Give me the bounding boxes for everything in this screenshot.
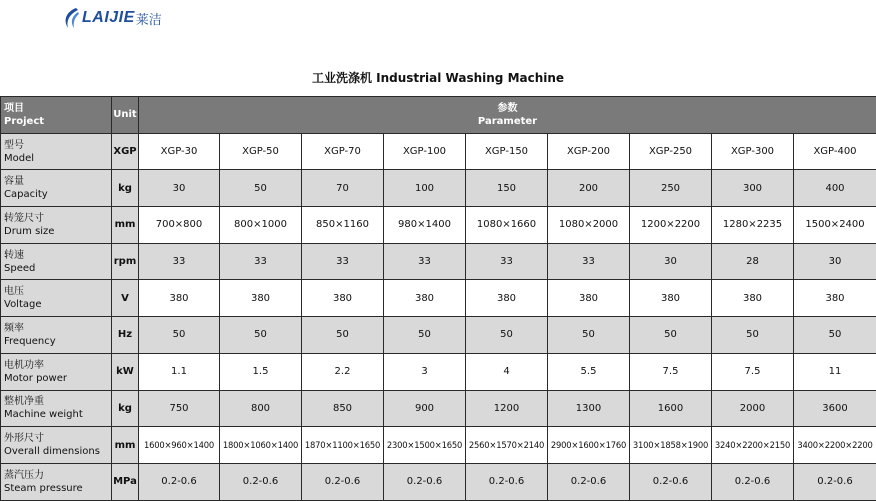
header-param-cn: 参数 [139, 102, 876, 115]
table-cell: 700×800 [139, 207, 220, 244]
row-unit: kW [112, 353, 139, 390]
table-cell: 0.2-0.6 [794, 463, 876, 500]
row-label [1, 317, 112, 354]
row-label-en: Voltage [4, 298, 111, 311]
row-unit: mm [112, 427, 139, 464]
row-label [1, 390, 112, 427]
table-cell: 1800×1060×1400 [220, 427, 302, 464]
table-cell: 50 [220, 170, 302, 207]
table-cell: 3240×2200×2150 [712, 427, 794, 464]
table-cell: 28 [712, 243, 794, 280]
table-cell: 250 [630, 170, 712, 207]
table-cell: 30 [630, 243, 712, 280]
row-label-cn: 外形尺寸 [4, 432, 111, 445]
brand-logo [62, 4, 162, 32]
table-cell: 3400×2200×2200 [794, 427, 876, 464]
table-cell: 1200 [466, 390, 548, 427]
row-unit: MPa [112, 463, 139, 500]
row-label [1, 207, 112, 244]
table-cell: 2900×1600×1760 [548, 427, 630, 464]
table-cell: 380 [384, 280, 466, 317]
row-label [1, 170, 112, 207]
header-project-cn: 项目 [4, 102, 111, 115]
row-unit: Hz [112, 317, 139, 354]
table-cell: 850 [302, 390, 384, 427]
table-cell: 380 [630, 280, 712, 317]
table-cell: 50 [302, 317, 384, 354]
table-cell: 50 [630, 317, 712, 354]
row-unit: kg [112, 170, 139, 207]
table-cell: 1.1 [139, 353, 220, 390]
table-cell: 0.2-0.6 [220, 463, 302, 500]
row-unit: rpm [112, 243, 139, 280]
row-label-en: Frequency [4, 335, 111, 348]
logo-swoosh-icon [62, 6, 80, 30]
table-cell: 7.5 [712, 353, 794, 390]
table-cell: 400 [794, 170, 876, 207]
table-row [1, 207, 876, 244]
table-cell: 50 [139, 317, 220, 354]
table-cell: 1080×2000 [548, 207, 630, 244]
table-cell: 5.5 [548, 353, 630, 390]
row-label-cn: 型号 [4, 139, 111, 152]
table-cell: 1.5 [220, 353, 302, 390]
table-cell: 2.2 [302, 353, 384, 390]
page-title: 工业洗涤机 Industrial Washing Machine [0, 69, 876, 86]
table-cell: 0.2-0.6 [466, 463, 548, 500]
table-cell: XGP-150 [466, 133, 548, 170]
row-label-en: Speed [4, 262, 111, 275]
table-cell: 11 [794, 353, 876, 390]
row-label-cn: 转笼尺寸 [4, 212, 111, 225]
table-row [1, 280, 876, 317]
table-row [1, 243, 876, 280]
table-cell: 1080×1660 [466, 207, 548, 244]
row-label-en: Steam pressure [4, 482, 111, 495]
header-parameter [139, 97, 876, 134]
table-cell: 0.2-0.6 [384, 463, 466, 500]
table-cell: 30 [794, 243, 876, 280]
table-cell: XGP-100 [384, 133, 466, 170]
header-project [1, 97, 112, 134]
table-cell: 50 [548, 317, 630, 354]
table-cell: 980×1400 [384, 207, 466, 244]
table-row [1, 133, 876, 170]
table-cell: 50 [712, 317, 794, 354]
table-cell: 300 [712, 170, 794, 207]
table-cell: 33 [384, 243, 466, 280]
table-cell: 900 [384, 390, 466, 427]
table-cell: XGP-400 [794, 133, 876, 170]
table-cell: 50 [466, 317, 548, 354]
table-cell: 1500×2400 [794, 207, 876, 244]
table-row [1, 427, 876, 464]
table-cell: 1280×2235 [712, 207, 794, 244]
table-cell: 0.2-0.6 [712, 463, 794, 500]
row-label-en: Overall dimensions [4, 445, 111, 458]
table-cell: 50 [384, 317, 466, 354]
table-cell: 3100×1858×1900 [630, 427, 712, 464]
table-cell: 150 [466, 170, 548, 207]
table-cell: 800×1000 [220, 207, 302, 244]
table-cell: 800 [220, 390, 302, 427]
row-label [1, 353, 112, 390]
table-cell: 70 [302, 170, 384, 207]
table-cell: 380 [712, 280, 794, 317]
table-row [1, 317, 876, 354]
row-label-cn: 蒸汽压力 [4, 469, 111, 482]
row-label-cn: 频率 [4, 322, 111, 335]
table-cell: 380 [794, 280, 876, 317]
brand-name-cn: 莱洁 [136, 9, 162, 28]
table-cell: 0.2-0.6 [548, 463, 630, 500]
brand-name: LAIJIE [82, 9, 135, 27]
table-cell: 380 [139, 280, 220, 317]
row-label [1, 133, 112, 170]
table-cell: 33 [548, 243, 630, 280]
table-cell: 3 [384, 353, 466, 390]
table-cell: 50 [220, 317, 302, 354]
row-label-en: Model [4, 152, 111, 165]
table-cell: 1200×2200 [630, 207, 712, 244]
row-label-en: Motor power [4, 372, 111, 385]
table-cell: 0.2-0.6 [139, 463, 220, 500]
table-cell: XGP-200 [548, 133, 630, 170]
table-cell: 0.2-0.6 [302, 463, 384, 500]
table-cell: 100 [384, 170, 466, 207]
table-cell: 4 [466, 353, 548, 390]
table-cell: 2000 [712, 390, 794, 427]
row-label-cn: 转速 [4, 249, 111, 262]
spec-table [0, 96, 876, 501]
table-header-row [1, 97, 876, 134]
row-label [1, 243, 112, 280]
row-label-en: Capacity [4, 188, 111, 201]
table-cell: 1870×1100×1650 [302, 427, 384, 464]
table-cell: 750 [139, 390, 220, 427]
row-label [1, 280, 112, 317]
table-cell: 1300 [548, 390, 630, 427]
row-unit: V [112, 280, 139, 317]
row-label-cn: 整机净重 [4, 395, 111, 408]
table-row [1, 170, 876, 207]
header-project-en: Project [4, 115, 111, 128]
table-cell: 33 [302, 243, 384, 280]
table-cell: 2560×1570×2140 [466, 427, 548, 464]
table-cell: XGP-70 [302, 133, 384, 170]
table-cell: 380 [466, 280, 548, 317]
table-cell: 33 [220, 243, 302, 280]
table-cell: 380 [302, 280, 384, 317]
row-unit: mm [112, 207, 139, 244]
table-cell: 0.2-0.6 [630, 463, 712, 500]
table-cell: 50 [794, 317, 876, 354]
header-param-en: Parameter [139, 115, 876, 128]
table-cell: 7.5 [630, 353, 712, 390]
table-cell: 380 [548, 280, 630, 317]
row-label [1, 427, 112, 464]
row-label-cn: 电压 [4, 285, 111, 298]
table-row [1, 353, 876, 390]
row-unit: XGP [112, 133, 139, 170]
row-label-cn: 容量 [4, 175, 111, 188]
table-cell: XGP-300 [712, 133, 794, 170]
table-cell: 30 [139, 170, 220, 207]
table-cell: XGP-50 [220, 133, 302, 170]
table-cell: XGP-30 [139, 133, 220, 170]
table-cell: 850×1160 [302, 207, 384, 244]
table-row [1, 390, 876, 427]
table-cell: 2300×1500×1650 [384, 427, 466, 464]
table-cell: 1600 [630, 390, 712, 427]
table-cell: 1600×960×1400 [139, 427, 220, 464]
header-unit: Unit [112, 97, 139, 134]
row-label-en: Drum size [4, 225, 111, 238]
table-cell: 380 [220, 280, 302, 317]
table-cell: XGP-250 [630, 133, 712, 170]
row-label-cn: 电机功率 [4, 359, 111, 372]
table-cell: 200 [548, 170, 630, 207]
table-cell: 3600 [794, 390, 876, 427]
table-cell: 33 [139, 243, 220, 280]
table-cell: 33 [466, 243, 548, 280]
row-label-en: Machine weight [4, 408, 111, 421]
row-unit: kg [112, 390, 139, 427]
